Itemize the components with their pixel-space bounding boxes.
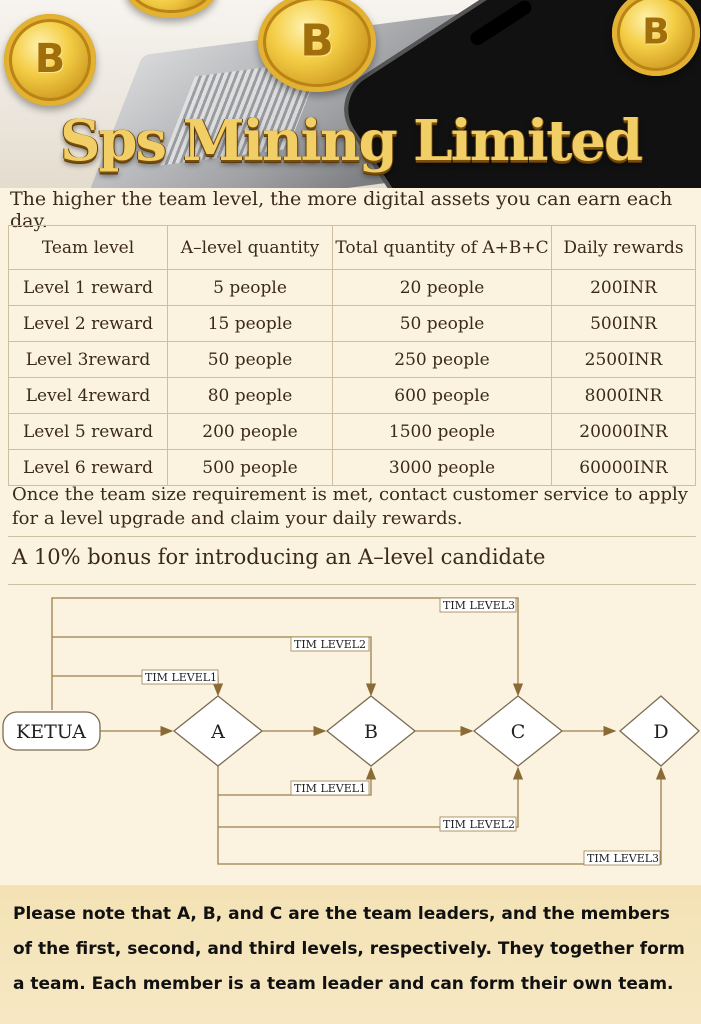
team-structure-diagram	[0, 590, 701, 880]
table-cell: Level 2 reward	[9, 306, 168, 342]
bottom-level3-connector	[218, 766, 661, 864]
table-row	[9, 414, 696, 450]
table-cell: 200 people	[168, 414, 333, 450]
footer-note: Please note that A, B, and C are the team leaders, and the members of the first, second, and third levels, respectively. They together form a team. Each member is a team leader and can form their own team.	[13, 904, 685, 994]
table-cell: Level 3reward	[9, 342, 168, 378]
upgrade-note: Once the team size requirement is met, contact customer service to apply for a level upgrade and claim your daily rewards.	[12, 484, 688, 529]
top-label-level2: TIM LEVEL2	[294, 638, 367, 651]
column-header: A–level quantity	[168, 226, 333, 270]
table-cell: 20000INR	[552, 414, 696, 450]
divider	[8, 584, 696, 585]
ketua-label: KETUA	[16, 721, 86, 743]
table-cell: 20 people	[333, 270, 552, 306]
table-cell: 200INR	[552, 270, 696, 306]
table-cell: Level 6 reward	[9, 450, 168, 486]
table-cell: 600 people	[333, 378, 552, 414]
table-cell: Level 5 reward	[9, 414, 168, 450]
table-row	[9, 306, 696, 342]
table-cell: 500 people	[168, 450, 333, 486]
table-cell: 80 people	[168, 378, 333, 414]
bitcoin-coin-icon	[125, 0, 217, 18]
table-cell: 50 people	[333, 306, 552, 342]
table-cell: 500INR	[552, 306, 696, 342]
top-label-level3: TIM LEVEL3	[443, 599, 516, 612]
table-cell: 8000INR	[552, 378, 696, 414]
top-label-level1: TIM LEVEL1	[145, 671, 218, 684]
column-header: Total quantity of A+B+C	[333, 226, 552, 270]
table-cell: 50 people	[168, 342, 333, 378]
table-row	[9, 450, 696, 486]
bitcoin-coin-icon: B	[612, 0, 700, 76]
table-cell: 5 people	[168, 270, 333, 306]
table-cell: 1500 people	[333, 414, 552, 450]
column-header: Daily rewards	[552, 226, 696, 270]
table-cell: Level 4reward	[9, 378, 168, 414]
table-cell: Level 1 reward	[9, 270, 168, 306]
bottom-label-level2: TIM LEVEL2	[443, 818, 516, 831]
bonus-text: A 10% bonus for introducing an A–level candidate	[12, 545, 546, 569]
table-cell: 3000 people	[333, 450, 552, 486]
footer-note-panel	[0, 885, 701, 1024]
node-c-label: C	[510, 721, 526, 743]
table-cell: 60000INR	[552, 450, 696, 486]
table-cell: 250 people	[333, 342, 552, 378]
bitcoin-coin-icon: B	[258, 0, 376, 92]
bitcoin-coin-icon: B	[4, 14, 96, 106]
table-header-row	[9, 226, 696, 270]
node-d-label: D	[653, 721, 669, 743]
header-banner	[0, 0, 701, 188]
bottom-label-level1: TIM LEVEL1	[294, 782, 367, 795]
table-row	[9, 270, 696, 306]
table-cell: 15 people	[168, 306, 333, 342]
node-b-label: B	[364, 721, 378, 743]
column-header: Team level	[9, 226, 168, 270]
table-row	[9, 342, 696, 378]
level-rewards-table	[8, 225, 696, 486]
subtitle: The higher the team level, the more digital assets you can earn each day.	[10, 188, 673, 232]
node-a-label: A	[211, 721, 225, 743]
divider	[8, 536, 696, 537]
bottom-label-level3: TIM LEVEL3	[587, 852, 660, 865]
table-row	[9, 378, 696, 414]
level3-connector	[52, 598, 518, 710]
table-cell: 2500INR	[552, 342, 696, 378]
page-title: Sps Mining Limited	[59, 108, 642, 174]
